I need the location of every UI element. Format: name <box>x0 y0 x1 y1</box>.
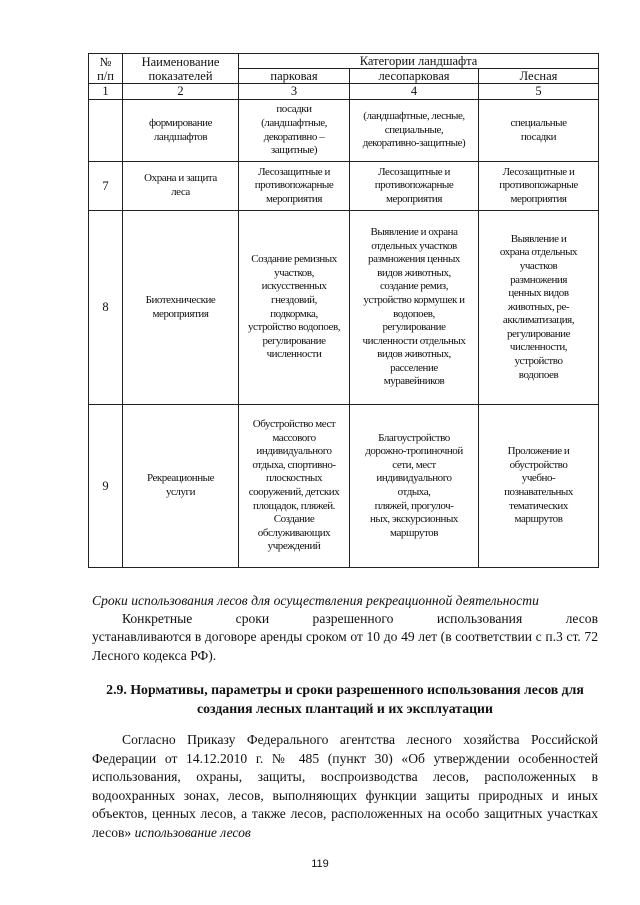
row-indicator: формирование ландшафтов <box>123 100 239 162</box>
header-forest-park: лесопарковая <box>350 69 479 84</box>
cell-forest-park: Выявление и охрана отдельных участков размножения ценных видов животных, создание ремиз, устройство кормушек и водопоев, регулирование численности отдельных видов животных, расселение муравейников <box>350 211 479 405</box>
recreation-terms-paragraph <box>92 610 598 665</box>
header-landscape-categories: Категории ландшафта <box>239 54 599 69</box>
index-cell: 4 <box>350 84 479 100</box>
cell-park: Обустройство мест массового индивидуального отдыха, спортивно- плоскостных сооружений, детских площадок, пляжей. Создание обслуживающих учреждений <box>239 405 350 568</box>
header-park: парковая <box>239 69 350 84</box>
header-forest: Лесная <box>479 69 599 84</box>
row-indicator: Рекреационные услуги <box>123 405 239 568</box>
cell-park: посадки (ландшафтные, декоративно – защитные) <box>239 100 350 162</box>
cell-park: Лесозащитные и противопожарные мероприятия <box>239 162 350 211</box>
cell-forest: Проложение и обустройство учебно- познавательных тематических маршрутов <box>479 405 599 568</box>
order-paragraph-text: Согласно Приказу Федерального агентства лесного хозяйства Российской Федерации от 14.12.2010 г. № 485 (пункт 30) «Об утверждении особенностей использования, охраны, защиты, воспроизводства лесов, расположенных в водоохранных зонах, лесов, выполняющих функции защиты природных и иных объектов, ценных лесов, а также лесов, расположенных на особо защитных участках лесов» <box>92 732 598 840</box>
table-row <box>89 100 599 162</box>
cell-forest-park: (ландшафтные, лесные, специальные, декоративно-защитные) <box>350 100 479 162</box>
recreation-terms-subheading: Сроки использования лесов для осуществления рекреационной деятельности <box>92 593 539 608</box>
table-row <box>89 162 599 211</box>
order-paragraph-italic: использование лесов <box>134 824 251 840</box>
table-row <box>89 405 599 568</box>
paragraph-first-line: Конкретные сроки разрешенного использования лесов <box>122 611 598 626</box>
cell-forest: Выявление и охрана отдельных участков размножения ценных видов животных, ре- акклиматизация, регулирование численности, устройство водопоев <box>479 211 599 405</box>
index-cell: 5 <box>479 84 599 100</box>
cell-forest-park: Благоустройство дорожно-тропиночной сети, мест индивидуального отдыха, пляжей, прогулоч- ных, экскурсионных маршрутов <box>350 405 479 568</box>
index-cell: 2 <box>123 84 239 100</box>
cell-forest: Лесозащитные и противопожарные мероприятия <box>479 162 599 211</box>
row-number: 7 <box>89 162 123 211</box>
section-heading: 2.9. Нормативы, параметры и сроки разрешенного использования лесов для создания лесных плантаций и их эксплуатации <box>106 682 584 716</box>
landscape-categories-table <box>88 53 599 568</box>
row-number: 8 <box>89 211 123 405</box>
row-number: 9 <box>89 405 123 568</box>
row-number <box>89 100 123 162</box>
cell-park: Создание ремизных участков, искусственных гнездовий, подкормка, устройство водопоев, регулирование численности <box>239 211 350 405</box>
order-paragraph <box>92 731 598 843</box>
header-number: № п/п <box>89 54 123 84</box>
row-indicator: Биотехнические мероприятия <box>123 211 239 405</box>
index-cell: 3 <box>239 84 350 100</box>
row-indicator: Охрана и защита леса <box>123 162 239 211</box>
table-row <box>89 211 599 405</box>
paragraph-rest: устанавливаются в договоре аренды сроком от 10 до 49 лет (в соответствии с п.3 ст. 72 Лесного кодекса РФ). <box>92 629 598 663</box>
cell-forest-park: Лесозащитные и противопожарные мероприятия <box>350 162 479 211</box>
index-cell: 1 <box>89 84 123 100</box>
cell-forest: специальные посадки <box>479 100 599 162</box>
header-indicator-name: Наименование показателей <box>123 54 239 84</box>
page-number: 119 <box>311 858 329 870</box>
table-index-row <box>89 84 599 100</box>
